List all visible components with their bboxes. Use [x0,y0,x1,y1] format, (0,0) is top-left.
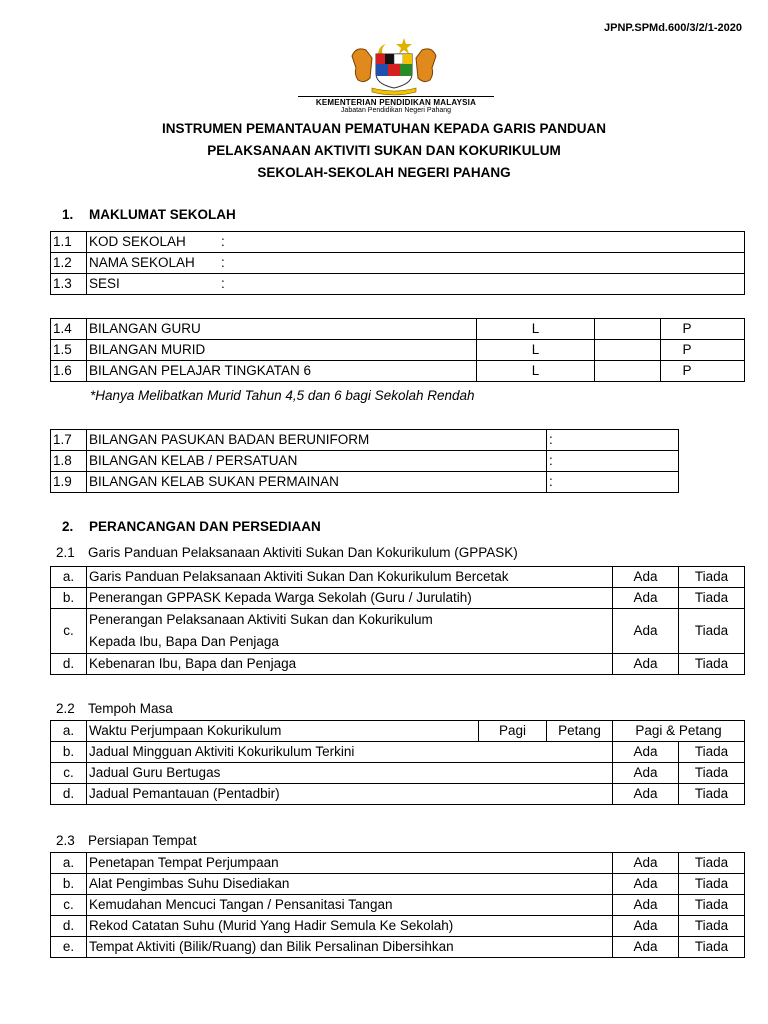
item-text: Kemudahan Mencuci Tangan / Pensanitasi Tangan [87,895,613,916]
table-row [51,654,745,675]
ada-option[interactable]: Ada [613,874,679,895]
table-row [51,937,745,958]
field-colon: : [221,276,225,291]
row-number: 1.7 [51,430,87,451]
petang-option[interactable]: Petang [547,721,613,742]
tiada-option[interactable]: Tiada [679,763,745,784]
subsection-number: 2.3 [56,833,75,848]
row-letter: b. [51,742,87,763]
item-text: Penerangan GPPASK Kepada Warga Sekolah (Guru / Jurulatih) [87,588,613,609]
table-row [51,319,745,340]
ada-option[interactable]: Ada [613,609,679,654]
ada-option[interactable]: Ada [613,895,679,916]
table-row [51,895,745,916]
female-label: P [682,342,692,357]
field-colon: : [221,234,225,249]
item-text: Tempat Aktiviti (Bilik/Ruang) dan Bilik Persalinan Dibersihkan [87,937,613,958]
row-letter: c. [51,763,87,784]
row-letter: b. [51,588,87,609]
subsection-number: 2.1 [56,545,75,560]
male-label: L [477,340,595,361]
tiada-option[interactable]: Tiada [679,853,745,874]
ada-option[interactable]: Ada [613,763,679,784]
tiada-option[interactable]: Tiada [679,895,745,916]
male-count-field[interactable] [595,319,661,340]
tiada-option[interactable]: Tiada [679,784,745,805]
ada-option[interactable]: Ada [613,937,679,958]
male-label: L [477,319,595,340]
tempoh-masa-table-a [50,720,745,742]
row-letter: d. [51,654,87,675]
item-text-line-2: Kepada Ibu, Bapa Dan Penjaga [89,634,279,649]
row-number: 1.2 [51,253,87,274]
group-label: BILANGAN KELAB / PERSATUAN [87,451,547,472]
tiada-option[interactable]: Tiada [679,937,745,958]
item-text: Jadual Pemantauan (Pentadbir) [87,784,613,805]
field-label: SESI [89,276,120,291]
row-letter: d. [51,784,87,805]
groups-table [50,429,679,493]
table-row [51,784,745,805]
section-1-title: MAKLUMAT SEKOLAH [89,207,236,222]
row-letter: a. [51,853,87,874]
section-1-number: 1. [62,207,74,222]
ministry-block [298,96,494,114]
male-count-field[interactable] [595,361,661,382]
pagi-option[interactable]: Pagi [479,721,547,742]
table-row [51,763,745,784]
subsection-title: Garis Panduan Pelaksanaan Aktiviti Sukan Dan Kokurikulum (GPPASK) [88,545,518,560]
ada-option[interactable]: Ada [613,567,679,588]
table-row [51,274,745,295]
table-row [51,721,745,742]
row-letter: e. [51,937,87,958]
section-2-number: 2. [62,519,74,534]
table-row [51,340,745,361]
ministry-divider [298,96,494,97]
doc-title-line-2: PELAKSANAAN AKTIVITI SUKAN DAN KOKURIKULUM [207,143,561,158]
info-field[interactable] [87,274,745,295]
female-label: P [682,363,692,378]
field-label: NAMA SEKOLAH [89,255,195,270]
group-label: BILANGAN PASUKAN BADAN BERUNIFORM [87,430,547,451]
row-letter: a. [51,721,87,742]
department-name: Jabatan Pendidikan Negeri Pahang [340,107,452,114]
field-colon: : [221,255,225,270]
coat-of-arms-logo [346,34,442,96]
counts-table [50,318,745,382]
group-count-field[interactable]: : [547,451,679,472]
item-text-line-1: Penerangan Pelaksanaan Aktiviti Sukan dan Kokurikulum [89,612,433,627]
section-2-title: PERANCANGAN DAN PERSEDIAAN [89,519,321,534]
subsection-title: Persiapan Tempat [88,833,197,848]
ada-option[interactable]: Ada [613,853,679,874]
ada-option[interactable]: Ada [613,742,679,763]
count-label: BILANGAN PELAJAR TINGKATAN 6 [87,361,477,382]
school-info-table [50,231,745,295]
row-number: 1.4 [51,319,87,340]
count-label: BILANGAN GURU [87,319,477,340]
table-row [51,742,745,763]
item-text: Penetapan Tempat Perjumpaan [87,853,613,874]
female-cell[interactable] [661,340,745,361]
gppask-table [50,566,745,675]
tiada-option[interactable]: Tiada [679,654,745,675]
table-row [51,588,745,609]
doc-title-line-3: SEKOLAH-SEKOLAH NEGERI PAHANG [257,165,511,180]
primary-school-note: *Hanya Melibatkan Murid Tahun 4,5 dan 6 bagi Sekolah Rendah [90,388,475,403]
ada-option[interactable]: Ada [613,784,679,805]
row-letter: c. [51,609,87,654]
row-letter: d. [51,916,87,937]
table-row [51,853,745,874]
ada-option[interactable]: Ada [613,916,679,937]
row-number: 1.3 [51,274,87,295]
subsection-number: 2.2 [56,701,75,716]
table-row [51,916,745,937]
ministry-name: KEMENTERIAN PENDIDIKAN MALAYSIA [315,98,477,107]
table-row [51,451,679,472]
row-number: 1.9 [51,472,87,493]
row-number: 1.1 [51,232,87,253]
persiapan-tempat-table [50,852,745,958]
group-count-field[interactable]: : [547,430,679,451]
female-cell[interactable] [661,319,745,340]
section-1-heading [62,207,236,222]
row-letter: a. [51,567,87,588]
item-text: Jadual Guru Bertugas [87,763,613,784]
table-row [51,430,679,451]
item-text: Garis Panduan Pelaksanaan Aktiviti Sukan Dan Kokurikulum Bercetak [87,567,613,588]
tiada-option[interactable]: Tiada [679,916,745,937]
table-row [51,361,745,382]
row-letter: b. [51,874,87,895]
ada-option[interactable]: Ada [613,654,679,675]
row-number: 1.8 [51,451,87,472]
row-letter: c. [51,895,87,916]
table-row [51,874,745,895]
pagi-petang-option[interactable]: Pagi & Petang [613,721,745,742]
group-label: BILANGAN KELAB SUKAN PERMAINAN [87,472,547,493]
table-row [51,232,745,253]
table-row [51,253,745,274]
tempoh-masa-table-b [50,741,745,805]
tiada-option[interactable]: Tiada [679,742,745,763]
info-field[interactable] [87,232,745,253]
male-count-field[interactable] [595,340,661,361]
ada-option[interactable]: Ada [613,588,679,609]
info-field[interactable] [87,253,745,274]
tiada-option[interactable]: Tiada [679,874,745,895]
field-label: KOD SEKOLAH [89,234,186,249]
section-2-heading [62,519,321,534]
subsection-2-1-heading [56,545,518,560]
item-text: Kebenaran Ibu, Bapa dan Penjaga [87,654,613,675]
tiada-option[interactable]: Tiada [679,567,745,588]
document-reference: JPNP.SPMd.600/3/2/1-2020 [604,22,742,34]
male-label: L [477,361,595,382]
group-count-field[interactable]: : [547,472,679,493]
row-number: 1.5 [51,340,87,361]
item-text: Waktu Perjumpaan Kokurikulum [87,721,479,742]
tiada-option[interactable]: Tiada [679,609,745,654]
table-row [51,472,679,493]
table-row [51,609,745,654]
table-row [51,567,745,588]
tiada-option[interactable]: Tiada [679,588,745,609]
doc-title-line-1: INSTRUMEN PEMANTAUAN PEMATUHAN KEPADA GARIS PANDUAN [162,121,606,136]
subsection-2-2-heading [56,701,173,716]
item-text: Jadual Mingguan Aktiviti Kokurikulum Terkini [87,742,613,763]
item-text: Alat Pengimbas Suhu Disediakan [87,874,613,895]
row-number: 1.6 [51,361,87,382]
female-cell[interactable] [661,361,745,382]
count-label: BILANGAN MURID [87,340,477,361]
female-label: P [682,321,692,336]
subsection-2-3-heading [56,833,197,848]
item-text: Rekod Catatan Suhu (Murid Yang Hadir Semula Ke Sekolah) [87,916,613,937]
subsection-title: Tempoh Masa [88,701,173,716]
item-text [87,609,613,654]
